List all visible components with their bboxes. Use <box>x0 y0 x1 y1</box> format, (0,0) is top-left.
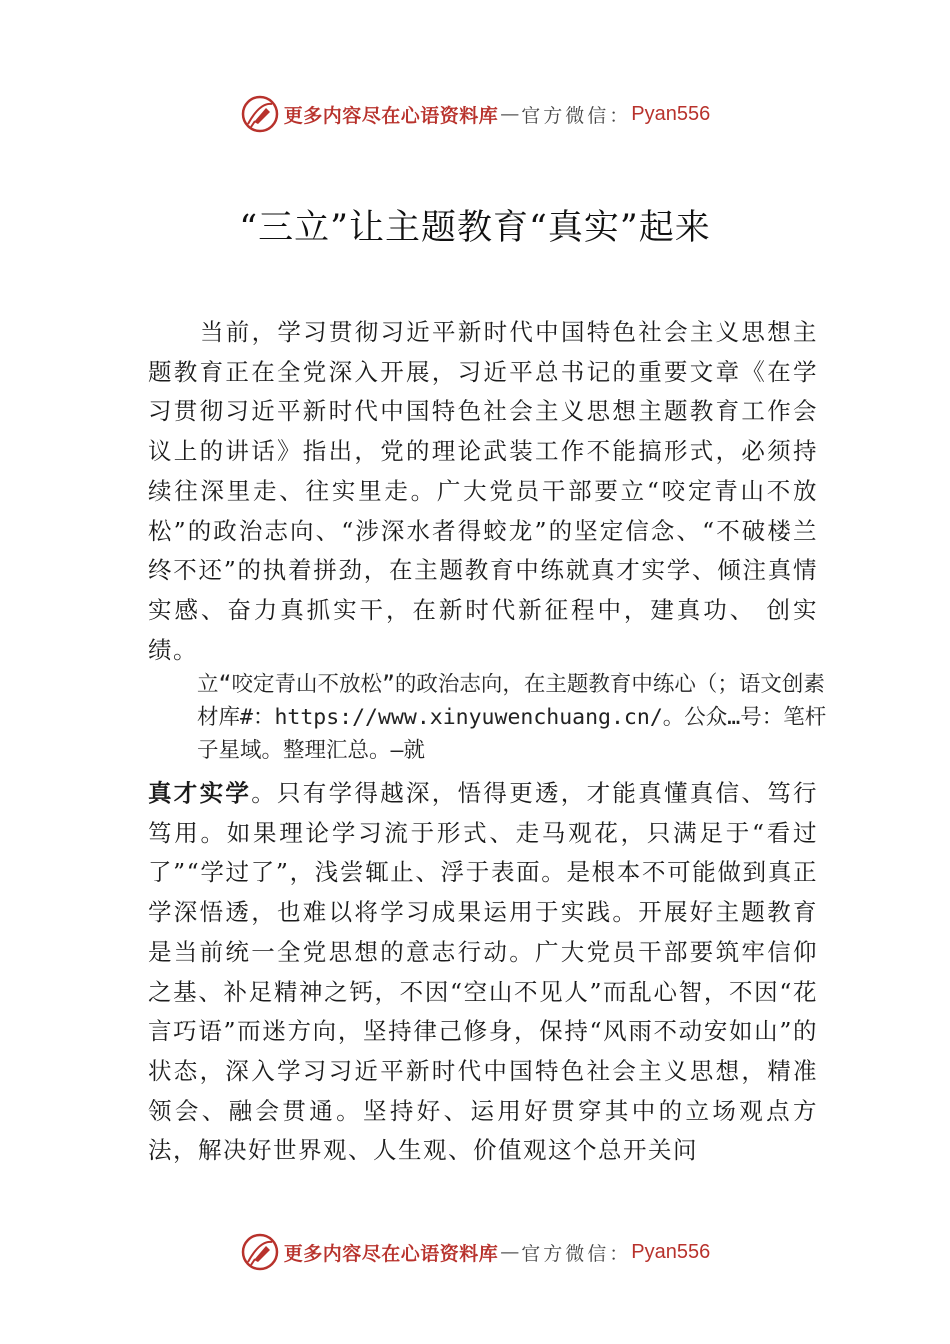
section-note: 立“咬定青山不放松”的政治志向，在主题教育中练心（；语文创素材库#：https://www.xinyuwenchuang.cn/。公众…号：笔杆子星域。整理汇总。—就 <box>197 672 827 763</box>
section-body-text: 。只有学得越深，悟得更透，才能真懂真信、笃行笃用。如果理论学习流于形式、走马观花，只满足于“看过了”“学过了”，浅尝辄止、浮于表面。是根本不可能做到真正学深悟透，也难以将学习成果运用于实践。开展好主题教育是当前统一全党思想的意志行动。广大党员干部要筑牢信仰之基、补足精神之钙，不因“空山不见人”而乱心智，不因“花言巧语”而迷方向，坚持律己修身，保持“风雨不动安如山”的状态，深入学习习近平新时代中国特色社会主义思想，精准领会、融会贯通。坚持好、运用好贯穿其中的立场观点方法，解决好世界观、人生观、价值观这个总开关问 <box>148 779 819 1165</box>
section-lead-bold: 真才实学 <box>148 779 252 807</box>
header-watermark-banner <box>0 92 950 136</box>
banner-wechat-id: Pyan556 <box>631 102 711 125</box>
banner-wechat-label: 官方微信： <box>521 104 632 127</box>
banner-separator: — <box>500 103 520 125</box>
section-paragraph <box>148 774 818 1171</box>
banner-wechat-id: Pyan556 <box>631 1240 711 1263</box>
pen-nib-logo-icon <box>240 1232 280 1272</box>
banner-main-text: 更多内容尽在心语资料库 <box>283 1242 499 1265</box>
pen-nib-logo-icon <box>240 94 280 134</box>
banner-separator: — <box>500 1241 520 1263</box>
footer-watermark-banner <box>0 1230 950 1274</box>
banner-main-text: 更多内容尽在心语资料库 <box>283 104 499 127</box>
intro-paragraph: 当前，学习贯彻习近平新时代中国特色社会主义思想主题教育正在全党深入开展，习近平总书记的重要文章《在学习贯彻习近平新时代中国特色社会主义思想主题教育工作会议上的讲话》指出，党的理论武装工作不能搞形式，必须持续往深里走、往实里走。广大党员干部要立“咬定青山不放松”的政治志向、“涉深水者得蛟龙”的坚定信念、“不破楼兰终不还”的执着拼劲，在主题教育中练就真才实学、倾注真情实感、奋力真抓实干，在新时代新征程中，建真功、 创实绩。 <box>148 318 818 664</box>
document-title: “三立”让主题教育“真实”起来 <box>239 208 711 248</box>
banner-wechat-label: 官方微信： <box>521 1242 632 1265</box>
